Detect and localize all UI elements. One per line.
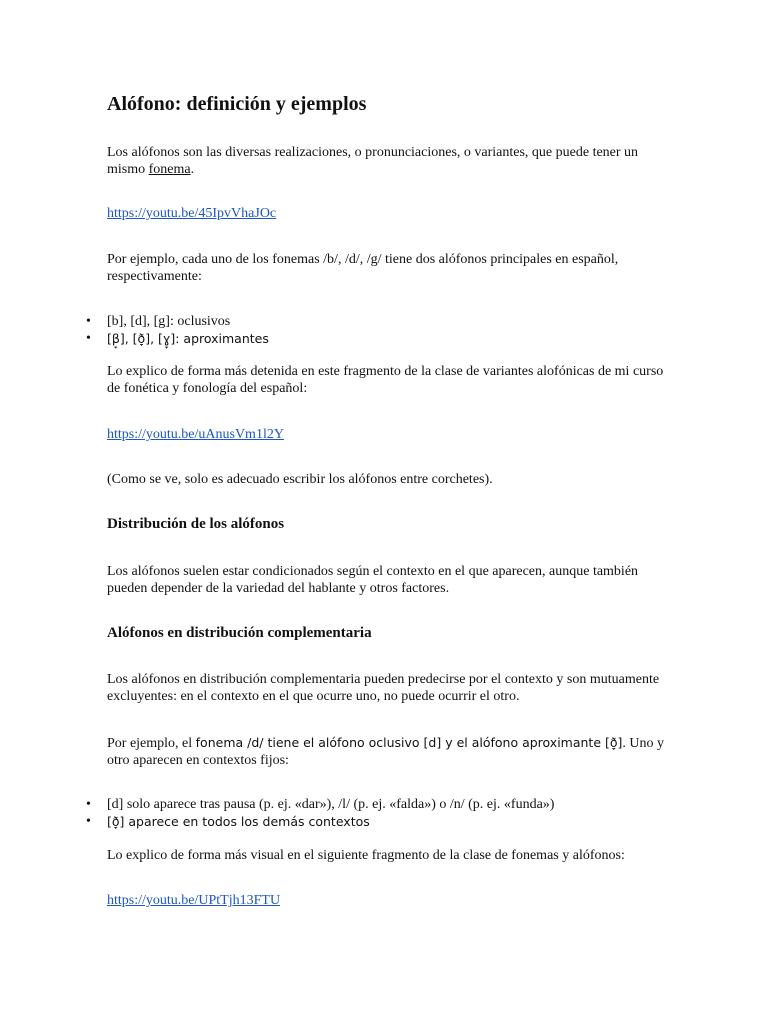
section-heading-distribution: Distribución de los alófonos xyxy=(107,516,285,532)
list-item xyxy=(86,813,667,831)
section-heading-complementary: Alófonos en distribución complementaria xyxy=(107,625,372,641)
example-d-text-highlight: fonema /d/ tiene el alófono oclusivo [d] y el alófono aproximante [ð̞] xyxy=(195,735,623,750)
list-item xyxy=(86,796,667,813)
intro-text: Los alófonos son las diversas realizaciones, o pronunciaciones, o variantes, que puede tener un mismo xyxy=(107,145,639,177)
video-link-3-paragraph xyxy=(107,892,667,909)
video-link-1-paragraph xyxy=(107,205,667,222)
complementary-paragraph: Los alófonos en distribución complementaria pueden predecirse por el contexto y son mutuamente excluyentes: en el contexto en el que ocurre uno, no puede ocurrir el otro. xyxy=(107,672,660,704)
example-d-text-start: Por ejemplo, el xyxy=(107,736,196,751)
contexts-list xyxy=(86,796,667,831)
explanation-paragraph: Lo explico de forma más detenida en este fragmento de la clase de variantes alofónicas de mi curso de fonética y fonología del español: xyxy=(107,364,664,396)
video-link-1[interactable]: https://youtu.be/45IpvVhaJOc xyxy=(107,206,277,221)
list-item-text: [β̞], [ð̞], [ɣ̞]: aproximantes xyxy=(107,331,269,346)
bullet-mark: • xyxy=(86,331,91,346)
video-link-2-paragraph xyxy=(107,426,667,443)
list-item-text: [ð̞] aparece en todos los demás contextos xyxy=(107,814,370,829)
example-d-text-end: . Uno y otro aparecen en contextos fijos: xyxy=(107,736,665,768)
list-item-text: [b], [d], [g]: oclusivos xyxy=(107,314,231,329)
page-title: Alófono: definición y ejemplos xyxy=(107,93,367,115)
video-link-3[interactable]: https://youtu.be/UPtTjh13FTU xyxy=(107,893,281,908)
visual-explanation-paragraph: Lo explico de forma más visual en el siguiente fragmento de la clase de fonemas y alófonos: xyxy=(107,848,625,863)
bullet-mark: • xyxy=(86,314,91,329)
list-item-text: [d] solo aparece tras pausa (p. ej. «dar»), /l/ (p. ej. «falda») o /n/ (p. ej. «funda») xyxy=(107,797,555,812)
intro-period: . xyxy=(190,162,195,177)
fonema-link[interactable]: fonema xyxy=(148,162,191,177)
intro-paragraph xyxy=(107,144,667,178)
allophones-list xyxy=(86,313,667,348)
brackets-note: (Como se ve, solo es adecuado escribir los alófonos entre corchetes). xyxy=(107,472,493,487)
list-item xyxy=(86,313,667,330)
distribution-paragraph: Los alófonos suelen estar condicionados según el contexto en el que aparecen, aunque también pueden depender de la variedad del hablante y otros factores. xyxy=(107,564,639,596)
bullet-mark: • xyxy=(86,797,91,812)
video-link-2[interactable]: https://youtu.be/uAnusVm1l2Y xyxy=(107,427,284,442)
bullet-mark: • xyxy=(86,814,91,829)
example-d-paragraph xyxy=(107,734,667,769)
example-paragraph: Por ejemplo, cada uno de los fonemas /b/, /d/, /g/ tiene dos alófonos principales en español, respectivamente: xyxy=(107,252,619,284)
list-item xyxy=(86,330,667,348)
